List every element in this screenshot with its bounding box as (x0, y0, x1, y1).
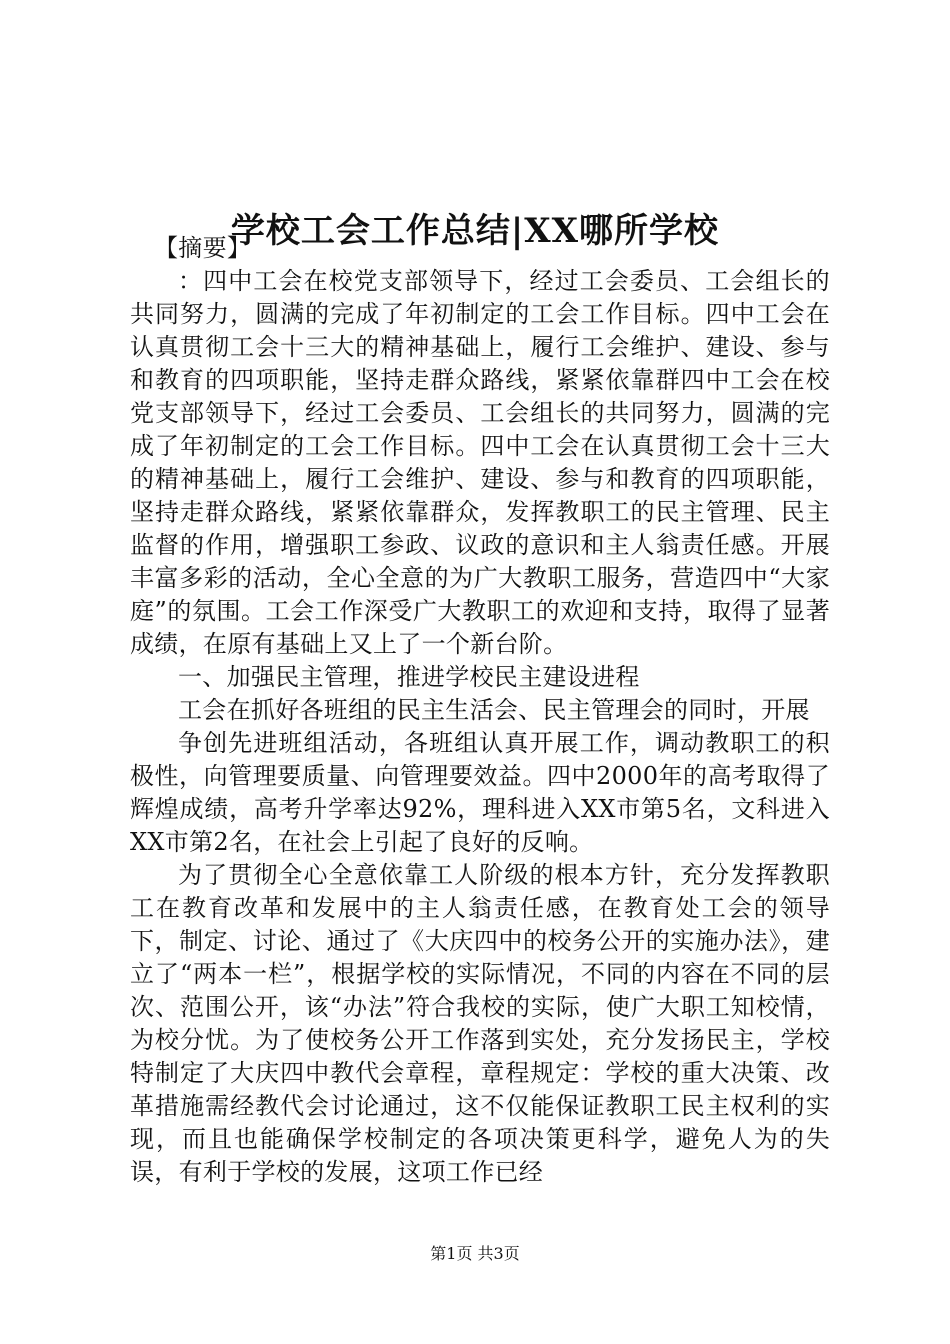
abstract-paragraph: ：四中工会在校党支部领导下，经过工会委员、工会组长的共同努力，圆满的完成了年初制定的工会工作目标。四中工会在认真贯彻工会十三大的精神基础上，履行工会维护、建设、参与和教育的四项职能，坚持走群众路线，紧紧依靠群四中工会在校党支部领导下，经过工会委员、工会组长的共同努力，圆满的完成了年初制定的工会工作目标。四中工会在认真贯彻工会十三大的精神基础上，履行工会维护、建设、参与和教育的四项职能，坚持走群众路线，紧紧依靠群众，发挥教职工的民主管理、民主监督的作用，增强职工参政、议政的意识和主人翁责任感。开展丰富多彩的活动，全心全意的为广大教职工服务，营造四中“大家庭”的氛围。工会工作深受广大教职工的欢迎和支持，取得了显著成绩，在原有基础上又上了一个新台阶。 (130, 267, 830, 658)
section-heading-1: 一、加强民主管理，推进学校民主建设进程 (178, 663, 640, 691)
document-title: 学校工会工作总结|XX哪所学校 (230, 210, 720, 251)
body-paragraph: 为了贯彻全心全意依靠工人阶级的根本方针，充分发挥教职工在教育改革和发展中的主人翁责任感，在教育处工会的领导下，制定、讨论、通过了《大庆四中的校务公开的实施办法》，建立了“两本一栏”，根据学校的实际情况，不同的内容在不同的层次、范围公开，该“办法”符合我校的实际，使广大职工知校情，为校分忧。为了使校务公开工作落到实处，充分发扬民主，学校特制定了大庆四中教代会章程，章程规定：学校的重大决策、改革措施需经教代会讨论通过，这不仅能保证教职工民主权利的实现，而且也能确保学校制定的各项决策更科学，避免人为的失误，有利于学校的发展，这项工作已经 (130, 861, 830, 1186)
abstract-label: 【摘要】 (154, 234, 252, 262)
page-number-footer: 第1页 共3页 (430, 1244, 520, 1263)
body-paragraph: 工会在抓好各班组的民主生活会、民主管理会的同时，开展 (178, 696, 810, 724)
document-body (130, 232, 830, 1189)
body-paragraph: 争创先进班组活动，各班组认真开展工作，调动教职工的积极性，向管理要质量、向管理要效益。四中2000年的高考取得了辉煌成绩，高考升学率达92%，理科进入XX市第5名，文科进入XX市第2名，在社会上引起了良好的反响。 (130, 729, 830, 856)
